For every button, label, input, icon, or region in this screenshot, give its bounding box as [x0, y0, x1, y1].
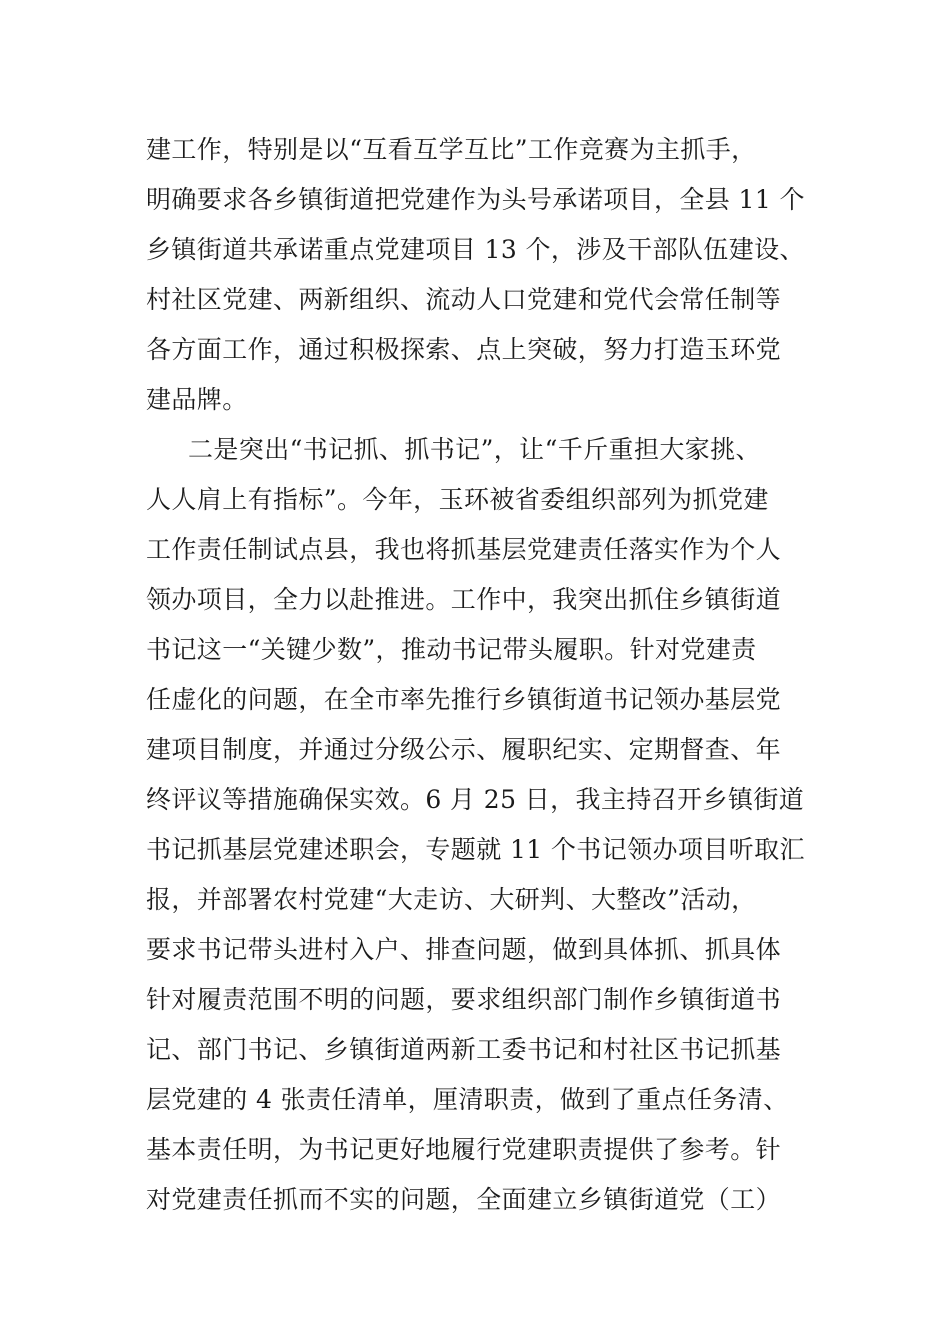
text-line-10: 领办项目，全力以赴推进。工作中，我突出抓住乡镇街道 [146, 585, 782, 614]
text-line-14: 终评议等措施确保实效。6 月 25 日，我主持召开乡镇街道 [146, 785, 805, 814]
text-line-2: 明确要求各乡镇街道把党建作为头号承诺项目，全县 11 个 [146, 185, 805, 214]
text-line-6: 建品牌。 [146, 385, 248, 414]
text-line-16: 报，并部署农村党建“大走访、大研判、大整改”活动， [146, 885, 757, 914]
text-line-13: 建项目制度，并通过分级公示、履职纪实、定期督查、年 [146, 735, 782, 764]
text-line-19: 记、部门书记、乡镇街道两新工委书记和村社区书记抓基 [146, 1035, 782, 1064]
paragraph-2-first-line: 二是突出“书记抓、抓书记”，让“千斤重担大家挑、 [188, 435, 761, 464]
text-line-11: 书记这一“关键少数”，推动书记带头履职。针对党建责 [146, 635, 757, 664]
text-line-5: 各方面工作，通过积极探索、点上突破，努力打造玉环党 [146, 335, 782, 364]
text-line-22: 对党建责任抓而不实的问题，全面建立乡镇街道党（工） [146, 1185, 782, 1214]
text-line-3: 乡镇街道共承诺重点党建项目 13 个，涉及干部队伍建设、 [146, 235, 805, 264]
text-line-20: 层党建的 4 张责任清单，厘清职责，做到了重点任务清、 [146, 1085, 789, 1114]
text-line-1: 建工作，特别是以“互看互学互比”工作竞赛为主抓手， [146, 135, 757, 164]
text-line-9: 工作责任制试点县，我也将抓基层党建责任落实作为个人 [146, 535, 782, 564]
text-line-8: 人人肩上有指标”。今年，玉环被省委组织部列为抓党建 [146, 485, 769, 514]
text-line-18: 针对履责范围不明的问题，要求组织部门制作乡镇街道书 [146, 985, 782, 1014]
text-line-21: 基本责任明，为书记更好地履行党建职责提供了参考。针 [146, 1135, 782, 1164]
text-line-4: 村社区党建、两新组织、流动人口党建和党代会常任制等 [146, 285, 782, 314]
text-line-12: 任虚化的问题，在全市率先推行乡镇街道书记领办基层党 [146, 685, 782, 714]
text-line-17: 要求书记带头进村入户、排查问题，做到具体抓、抓具体 [146, 935, 782, 964]
text-line-15: 书记抓基层党建述职会，专题就 11 个书记领办项目听取汇 [146, 835, 805, 864]
